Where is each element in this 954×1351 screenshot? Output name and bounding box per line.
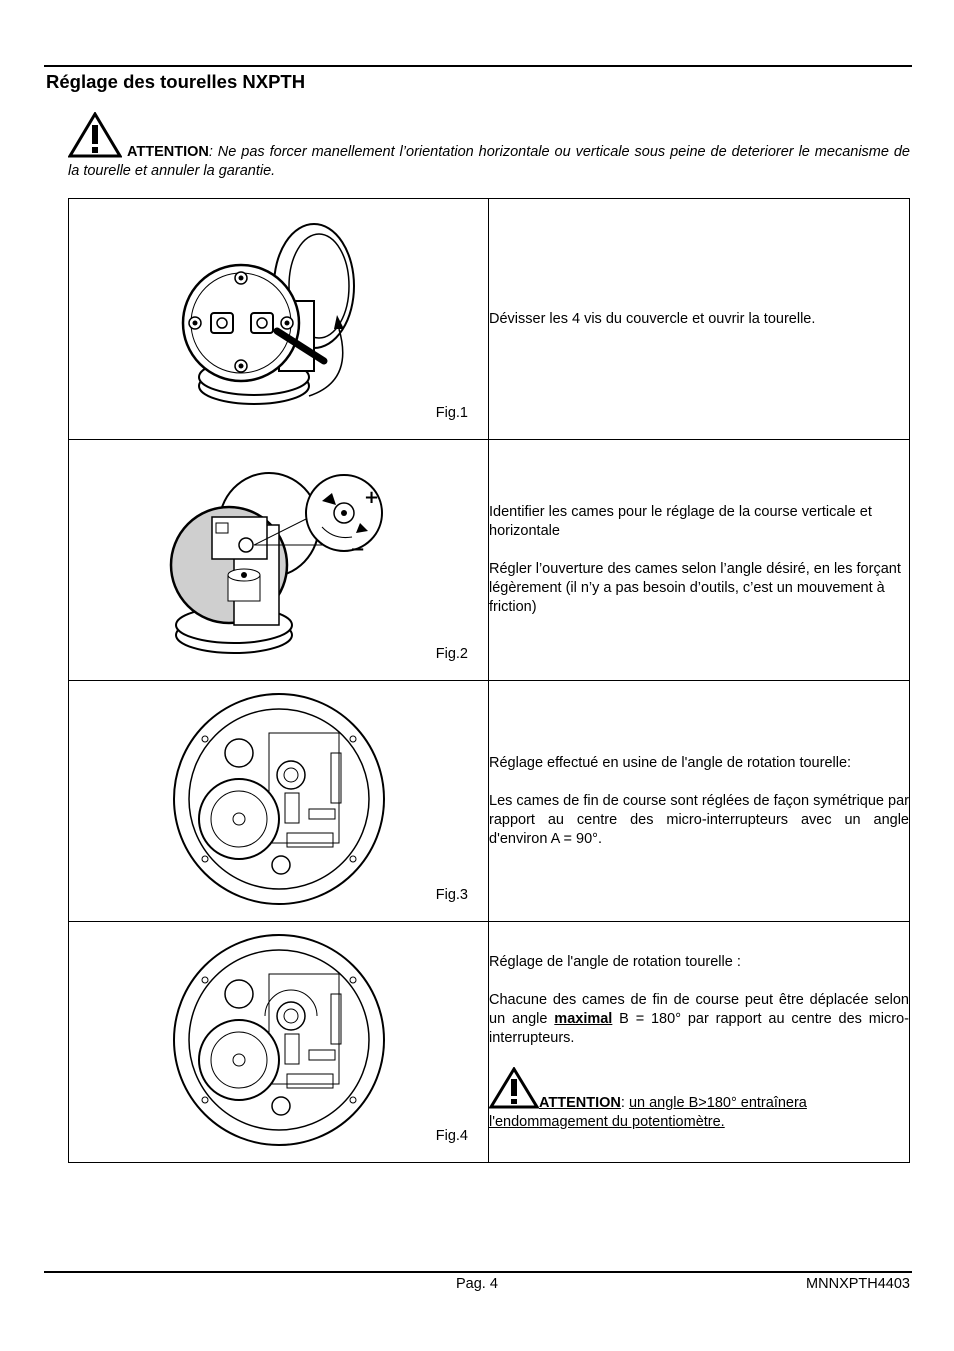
paragraph: Régler l’ouverture des cames selon l’angle désiré, en les forçant légèrement (il n’y a pas besoin d’outils, c’est un mouvement à friction) — [489, 561, 901, 615]
page-title: Réglage des tourelles NXPTH — [46, 71, 306, 92]
paragraph: Dévisser les 4 vis du couvercle et ouvrir la tourelle. — [489, 310, 816, 327]
paragraph: Chacune des cames de fin de course peut être déplacée selon un angle maximal B = 180° par rapport au centre des micro-interrupteurs. — [489, 991, 909, 1046]
warning-triangle-icon — [489, 1067, 539, 1109]
svg-text:−: − — [350, 539, 366, 560]
pcb-factory-setting-figure — [169, 693, 389, 911]
bottom-rule — [44, 1271, 912, 1273]
warning-label: ATTENTION — [126, 144, 209, 160]
paragraph: Les cames de fin de course sont réglées de façon symétrique par rapport au centre des micro-interrupteurs avec un angle d'environ A = 90°. — [489, 792, 909, 847]
figure-cell — [69, 199, 489, 440]
instruction-text — [489, 681, 910, 922]
pcb-max-angle-figure — [169, 934, 389, 1152]
table-row — [69, 922, 910, 1163]
figure-cell — [69, 681, 489, 922]
emphasis: maximal — [554, 1010, 613, 1027]
paragraph: Réglage effectué en usine de l'angle de rotation tourelle: — [489, 754, 852, 771]
figure-label: Fig.1 — [435, 405, 468, 421]
instruction-text — [489, 922, 910, 1163]
svg-text:+: + — [364, 487, 380, 508]
page-number: Pag. 4 — [456, 1276, 498, 1292]
warning-triangle-icon — [68, 112, 122, 158]
angle-warning: ATTENTION: un angle B>180° entraînera l'endommagement du potentiomètre. — [489, 1067, 909, 1132]
top-rule — [44, 65, 912, 67]
turret-cams-figure — [164, 465, 404, 665]
warning-text: : Ne pas forcer manellement l’orientation horizontale ou verticale sous peine de deteriorer le mecanisme de la tourelle et annuler la garantie. — [68, 144, 910, 179]
instruction-text — [489, 440, 910, 681]
warning-text: un angle B>180° entraînera l'endommagement du potentiomètre. — [489, 1094, 807, 1130]
instruction-table — [68, 198, 910, 1163]
warning-label: ATTENTION — [539, 1094, 621, 1111]
turret-open-figure — [159, 211, 399, 411]
figure-label: Fig.3 — [435, 887, 468, 903]
figure-label: Fig.4 — [435, 1128, 468, 1144]
warning-notice — [68, 112, 910, 181]
figure-label: Fig.2 — [435, 646, 468, 662]
instruction-text — [489, 199, 910, 440]
figure-cell — [69, 922, 489, 1163]
table-row — [69, 681, 910, 922]
table-row — [69, 199, 910, 440]
figure-cell — [69, 440, 489, 681]
paragraph: Réglage de l'angle de rotation tourelle : — [489, 953, 741, 970]
table-row — [69, 440, 910, 681]
paragraph: Identifier les cames pour le réglage de la course verticale et horizontale — [489, 504, 872, 539]
document-code: MNNXPTH4403 — [806, 1276, 910, 1292]
